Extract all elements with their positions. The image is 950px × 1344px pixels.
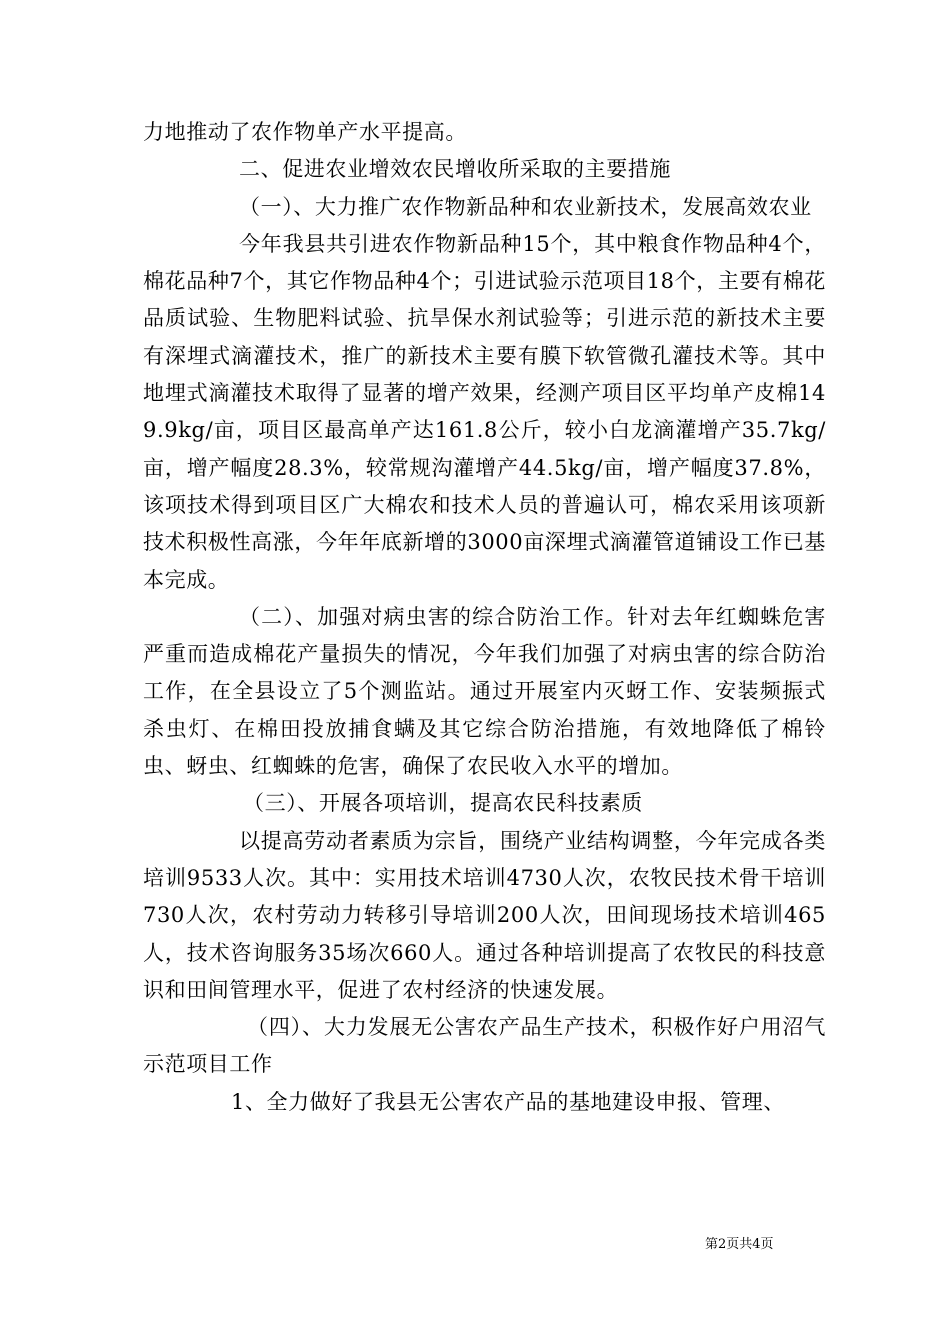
paragraph-new-varieties: 今年我县共引进农作物新品种15个，其中粮食作物品种4个，棉花品种7个，其它作物品种4个；引进试验示范项目18个，主要有棉花品质试验、生物肥料试验、抗旱保水剂试验等；引进示范的新技术主要有深埋式滴灌技术，推广的新技术主要有膜下软管微孔灌技术等。其中地埋式滴灌技术取得了显著的增产效果，经测产项目区平均单产皮棉149.9kg/亩，项目区最高单产达161.8公斤，较小白龙滴灌增产35.7kg/亩，增产幅度28.3%，较常规沟灌增产44.5kg/亩，增产幅度37.8%，该项技术得到项目区广大棉农和技术人员的普遍认可，棉农采用该项新技术积极性高涨，今年年底新增的3000亩深埋式滴灌管道铺设工作已基本完成。 [143, 231, 826, 592]
subsection-heading-1: （一）、大力推广农作物新品种和农业新技术，发展高效农业 [239, 194, 812, 219]
subsection-heading-4: （四）、大力发展无公害农产品生产技术，积极作好户用沼气示范项目工作 [143, 1015, 826, 1077]
paragraph-training: 以提高劳动者素质为宗旨，围绕产业结构调整，今年完成各类培训9533人次。其中：实用技术培训4730人次，农牧民技术骨干培训730人次，农村劳动力转移引导培训200人次，田间现场技术培训465人，技术咨询服务35场次660人。通过各种培训提高了农牧民的科技意识和田间管理水平，促进了农村经济的快速发展。 [143, 828, 826, 1002]
page-number-footer: 第2页共4页 [705, 1237, 774, 1252]
paragraph-pest-control: （二）、加强对病虫害的综合防治工作。针对去年红蜘蛛危害严重而造成棉花产量损失的情况，今年我们加强了对病虫害的综合防治工作，在全县设立了5个测监站。通过开展室内灭蚜工作、安装频振式杀虫灯、在棉田投放捕食螨及其它综合防治措施，有效地降低了棉铃虫、蚜虫、红蜘蛛的危害，确保了农民收入水平的增加。 [143, 604, 826, 779]
paragraph-item-1: 1、全力做好了我县无公害农产品的基地建设申报、管理、 [231, 1089, 785, 1114]
subsection-heading-3: （三）、开展各项培训，提高农民科技素质 [243, 791, 643, 816]
document-body [143, 114, 826, 1121]
paragraph-continuation: 力地推动了农作物单产水平提高。 [143, 120, 467, 144]
section-heading-measures: 二、促进农业增效农民增收所采取的主要措施 [239, 157, 671, 182]
